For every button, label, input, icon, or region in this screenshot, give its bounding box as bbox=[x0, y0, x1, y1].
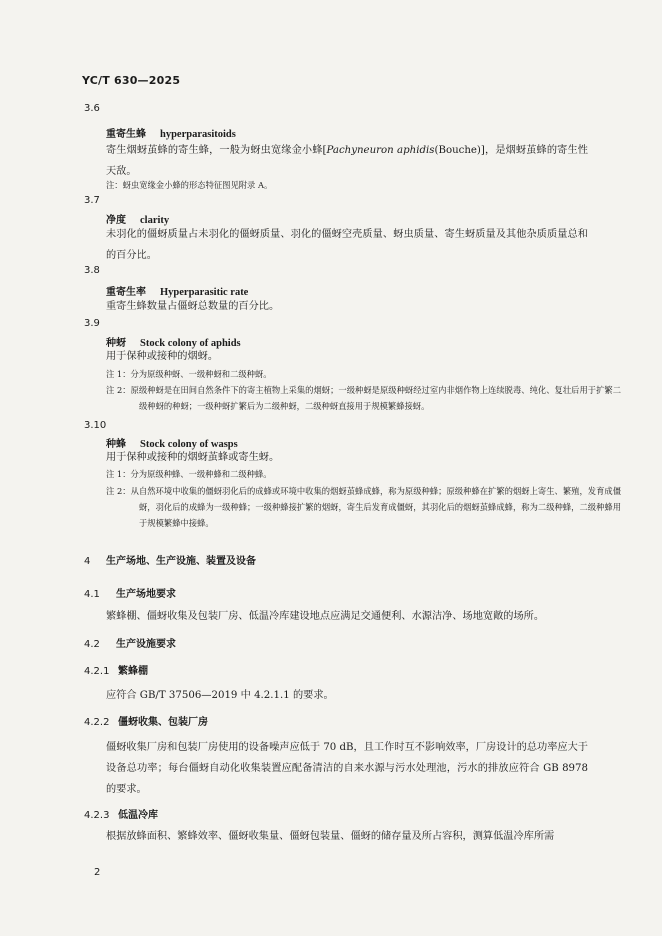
term-zh: 重寄生率 bbox=[106, 287, 146, 298]
term-en: Stock colony of wasps bbox=[140, 439, 238, 450]
paragraph: 应符合 GB/T 37506—2019 中 4.2.1.1 的要求。 bbox=[106, 690, 334, 701]
term-note: 注 2：原级种蚜是在田间自然条件下的寄主植物上采集的烟蚜；一级种蚜是原级种蚜经过室内非烟作物上连续脱毒、纯化、复壮后用于扩繁二级种蚜的种蚜；一级种蚜扩繁后为二级种蚜，二级种蚜直接用于规模繁蜂接蚜。 bbox=[106, 385, 621, 411]
term-number: 3.7 bbox=[84, 195, 100, 206]
term-zh: 净度 bbox=[106, 215, 126, 226]
term-zh: 重寄生蜂 bbox=[106, 129, 146, 140]
definition-text: (Bouche)]，是烟蚜茧蜂的寄生性天敌。 bbox=[106, 145, 588, 177]
term-number: 3.8 bbox=[84, 265, 100, 276]
species-name: Pachyneuron aphidis bbox=[326, 145, 435, 156]
term-en: Hyperparasitic rate bbox=[160, 287, 249, 298]
page-number: 2 bbox=[94, 867, 101, 878]
term-note: 注 2：从自然环境中收集的僵蚜羽化后的成蜂或环境中收集的烟蚜茧蜂成蜂，称为原级种蜂；原级种蜂在扩繁的烟蚜上寄生、繁殖，发育成僵蚜，羽化后的成蜂为一级种蜂；一级种蜂接扩繁的烟蚜，寄生后发育成僵蚜，其羽化后的烟蚜茧蜂成蜂，称为二级种蜂，二级种蜂用于规模繁蜂中接蜂。 bbox=[106, 486, 621, 528]
term-note: 注 1：分为原级种蜂、一级种蜂和二级种蜂。 bbox=[106, 469, 272, 479]
paragraph: 僵蚜收集厂房和包装厂房使用的设备噪声应低于 70 dB，且工作时互不影响效率，厂房设计的总功率应大于设备总功率；每台僵蚜自动化收集装置应配备清洁的自来水源与污水处理池，污水的排放应符合 GB 8978 的要求。 bbox=[106, 742, 588, 795]
subsection-heading: 4.1 生产场地要求 bbox=[84, 589, 176, 600]
term-en: hyperparasitoids bbox=[160, 129, 236, 140]
paragraph: 根据放蜂面积、繁蜂效率、僵蚜收集量、僵蚜包装量、僵蚜的储存量及所占容积，测算低温冷库所需 bbox=[106, 831, 555, 842]
subsection-heading: 4.2.3 低温冷库 bbox=[84, 810, 158, 821]
definition-text: 寄生烟蚜茧蜂的寄生蜂，一般为蚜虫宽缘金小蜂[ bbox=[106, 145, 327, 156]
subsection-heading: 4.2 生产设施要求 bbox=[84, 639, 176, 650]
subsection-heading: 4.2.2 僵蚜收集、包装厂房 bbox=[84, 717, 208, 728]
term-number: 3.6 bbox=[84, 103, 100, 114]
paragraph: 繁蜂棚、僵蚜收集及包装厂房、低温冷库建设地点应满足交通便利、水源洁净、场地宽敞的场所。 bbox=[106, 611, 545, 622]
term-definition: 未羽化的僵蚜质量占未羽化的僵蚜质量、羽化的僵蚜空壳质量、蚜虫质量、寄生蚜质量及其他杂质质量总和的百分比。 bbox=[106, 229, 588, 261]
term-definition: 用于保种或接种的烟蚜茧蜂或寄生蚜。 bbox=[106, 452, 280, 463]
term-definition: 重寄生蜂数量占僵蚜总数量的百分比。 bbox=[106, 301, 280, 312]
term-number: 3.9 bbox=[84, 318, 100, 329]
term-en: clarity bbox=[140, 215, 170, 226]
term-number: 3.10 bbox=[84, 420, 107, 431]
term-note: 注：蚜虫宽缘金小蜂的形态特征图见附录 A。 bbox=[106, 180, 273, 190]
term-definition bbox=[106, 140, 588, 182]
term-note: 注 1：分为原级种蚜、一级种蚜和二级种蚜。 bbox=[106, 369, 272, 379]
subsection-heading: 4.2.1 繁蜂棚 bbox=[84, 666, 148, 677]
term-definition: 用于保种或接种的烟蚜。 bbox=[106, 351, 219, 362]
term-en: Stock colony of aphids bbox=[140, 338, 241, 349]
term-zh: 种蜂 bbox=[106, 439, 126, 450]
term-zh: 种蚜 bbox=[106, 338, 126, 349]
section-heading: 4 生产场地、生产设施、装置及设备 bbox=[84, 556, 256, 567]
term-title bbox=[106, 125, 236, 140]
standard-code-header: YC/T 630—2025 bbox=[82, 74, 181, 87]
